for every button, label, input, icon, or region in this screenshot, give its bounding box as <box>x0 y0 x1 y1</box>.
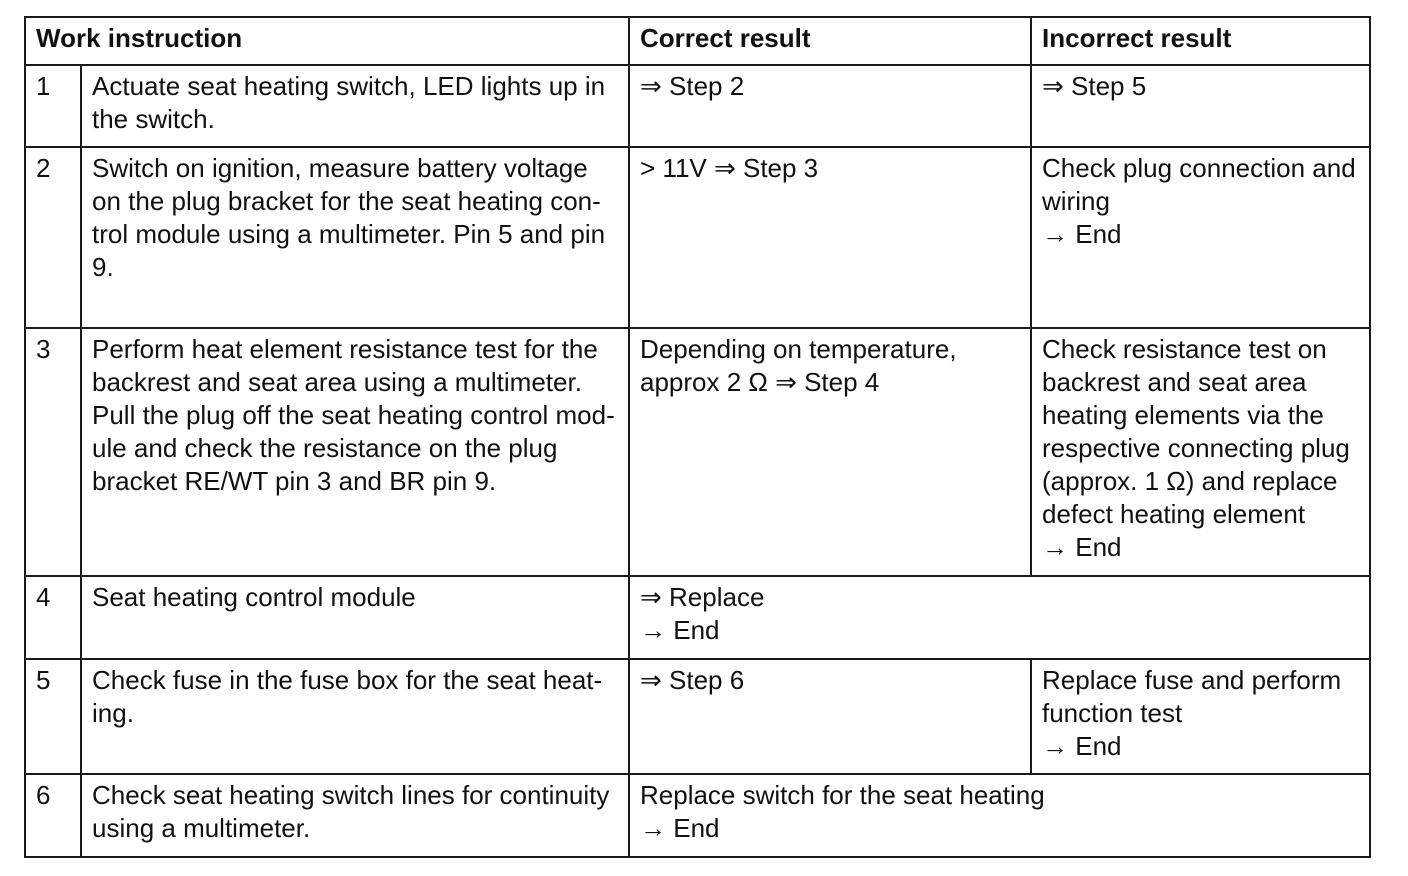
instruction-cell: Perform heat element resistance test for the backrest and seat area using a multimeter. Pull the plug off the seat heating control mod- ule and check the resistance on the plug bracket RE/WT pin 3 and BR pin 9. <box>81 328 629 576</box>
correct-result-cell: Depending on temperature, approx 2 Ω ⇒ Step 4 <box>629 328 1031 576</box>
instruction-cell: Check fuse in the fuse box for the seat heat- ing. <box>81 659 629 774</box>
correct-result-cell: ⇒ Step 6 <box>629 659 1031 774</box>
instruction-cell: Actuate seat heating switch, LED lights up in the switch. <box>81 65 629 147</box>
incorrect-result-cell: ⇒ Step 5 <box>1031 65 1370 147</box>
header-work-instruction: Work instruction <box>25 17 629 65</box>
instruction-cell: Seat heating control module <box>81 576 629 659</box>
work-instruction-table <box>24 16 1371 858</box>
table-row <box>25 659 1370 774</box>
correct-result-cell: > 11V ⇒ Step 3 <box>629 147 1031 328</box>
table-row <box>25 65 1370 147</box>
incorrect-result-cell: Check resistance test on backrest and seat area heating elements via the respective connecting plug (approx. 1 Ω) and replace defect heating element → End <box>1031 328 1370 576</box>
step-number: 6 <box>25 774 81 857</box>
step-number: 3 <box>25 328 81 576</box>
table-row <box>25 147 1370 328</box>
incorrect-result-cell: Replace fuse and perform function test → End <box>1031 659 1370 774</box>
instruction-cell: Check seat heating switch lines for continuity using a multimeter. <box>81 774 629 857</box>
step-number: 4 <box>25 576 81 659</box>
table-row <box>25 328 1370 576</box>
step-number: 1 <box>25 65 81 147</box>
correct-result-cell: ⇒ Step 2 <box>629 65 1031 147</box>
header-correct-result: Correct result <box>629 17 1031 65</box>
header-incorrect-result: Incorrect result <box>1031 17 1370 65</box>
table-header-row <box>25 17 1370 65</box>
step-number: 2 <box>25 147 81 328</box>
instruction-cell: Switch on ignition, measure battery voltage on the plug bracket for the seat heating con- trol module using a multimeter. Pin 5 and pin 9. <box>81 147 629 328</box>
table-row <box>25 774 1370 857</box>
merged-result-cell: Replace switch for the seat heating → End <box>629 774 1370 857</box>
table-row <box>25 576 1370 659</box>
step-number: 5 <box>25 659 81 774</box>
merged-result-cell: ⇒ Replace → End <box>629 576 1370 659</box>
incorrect-result-cell: Check plug connection and wiring → End <box>1031 147 1370 328</box>
